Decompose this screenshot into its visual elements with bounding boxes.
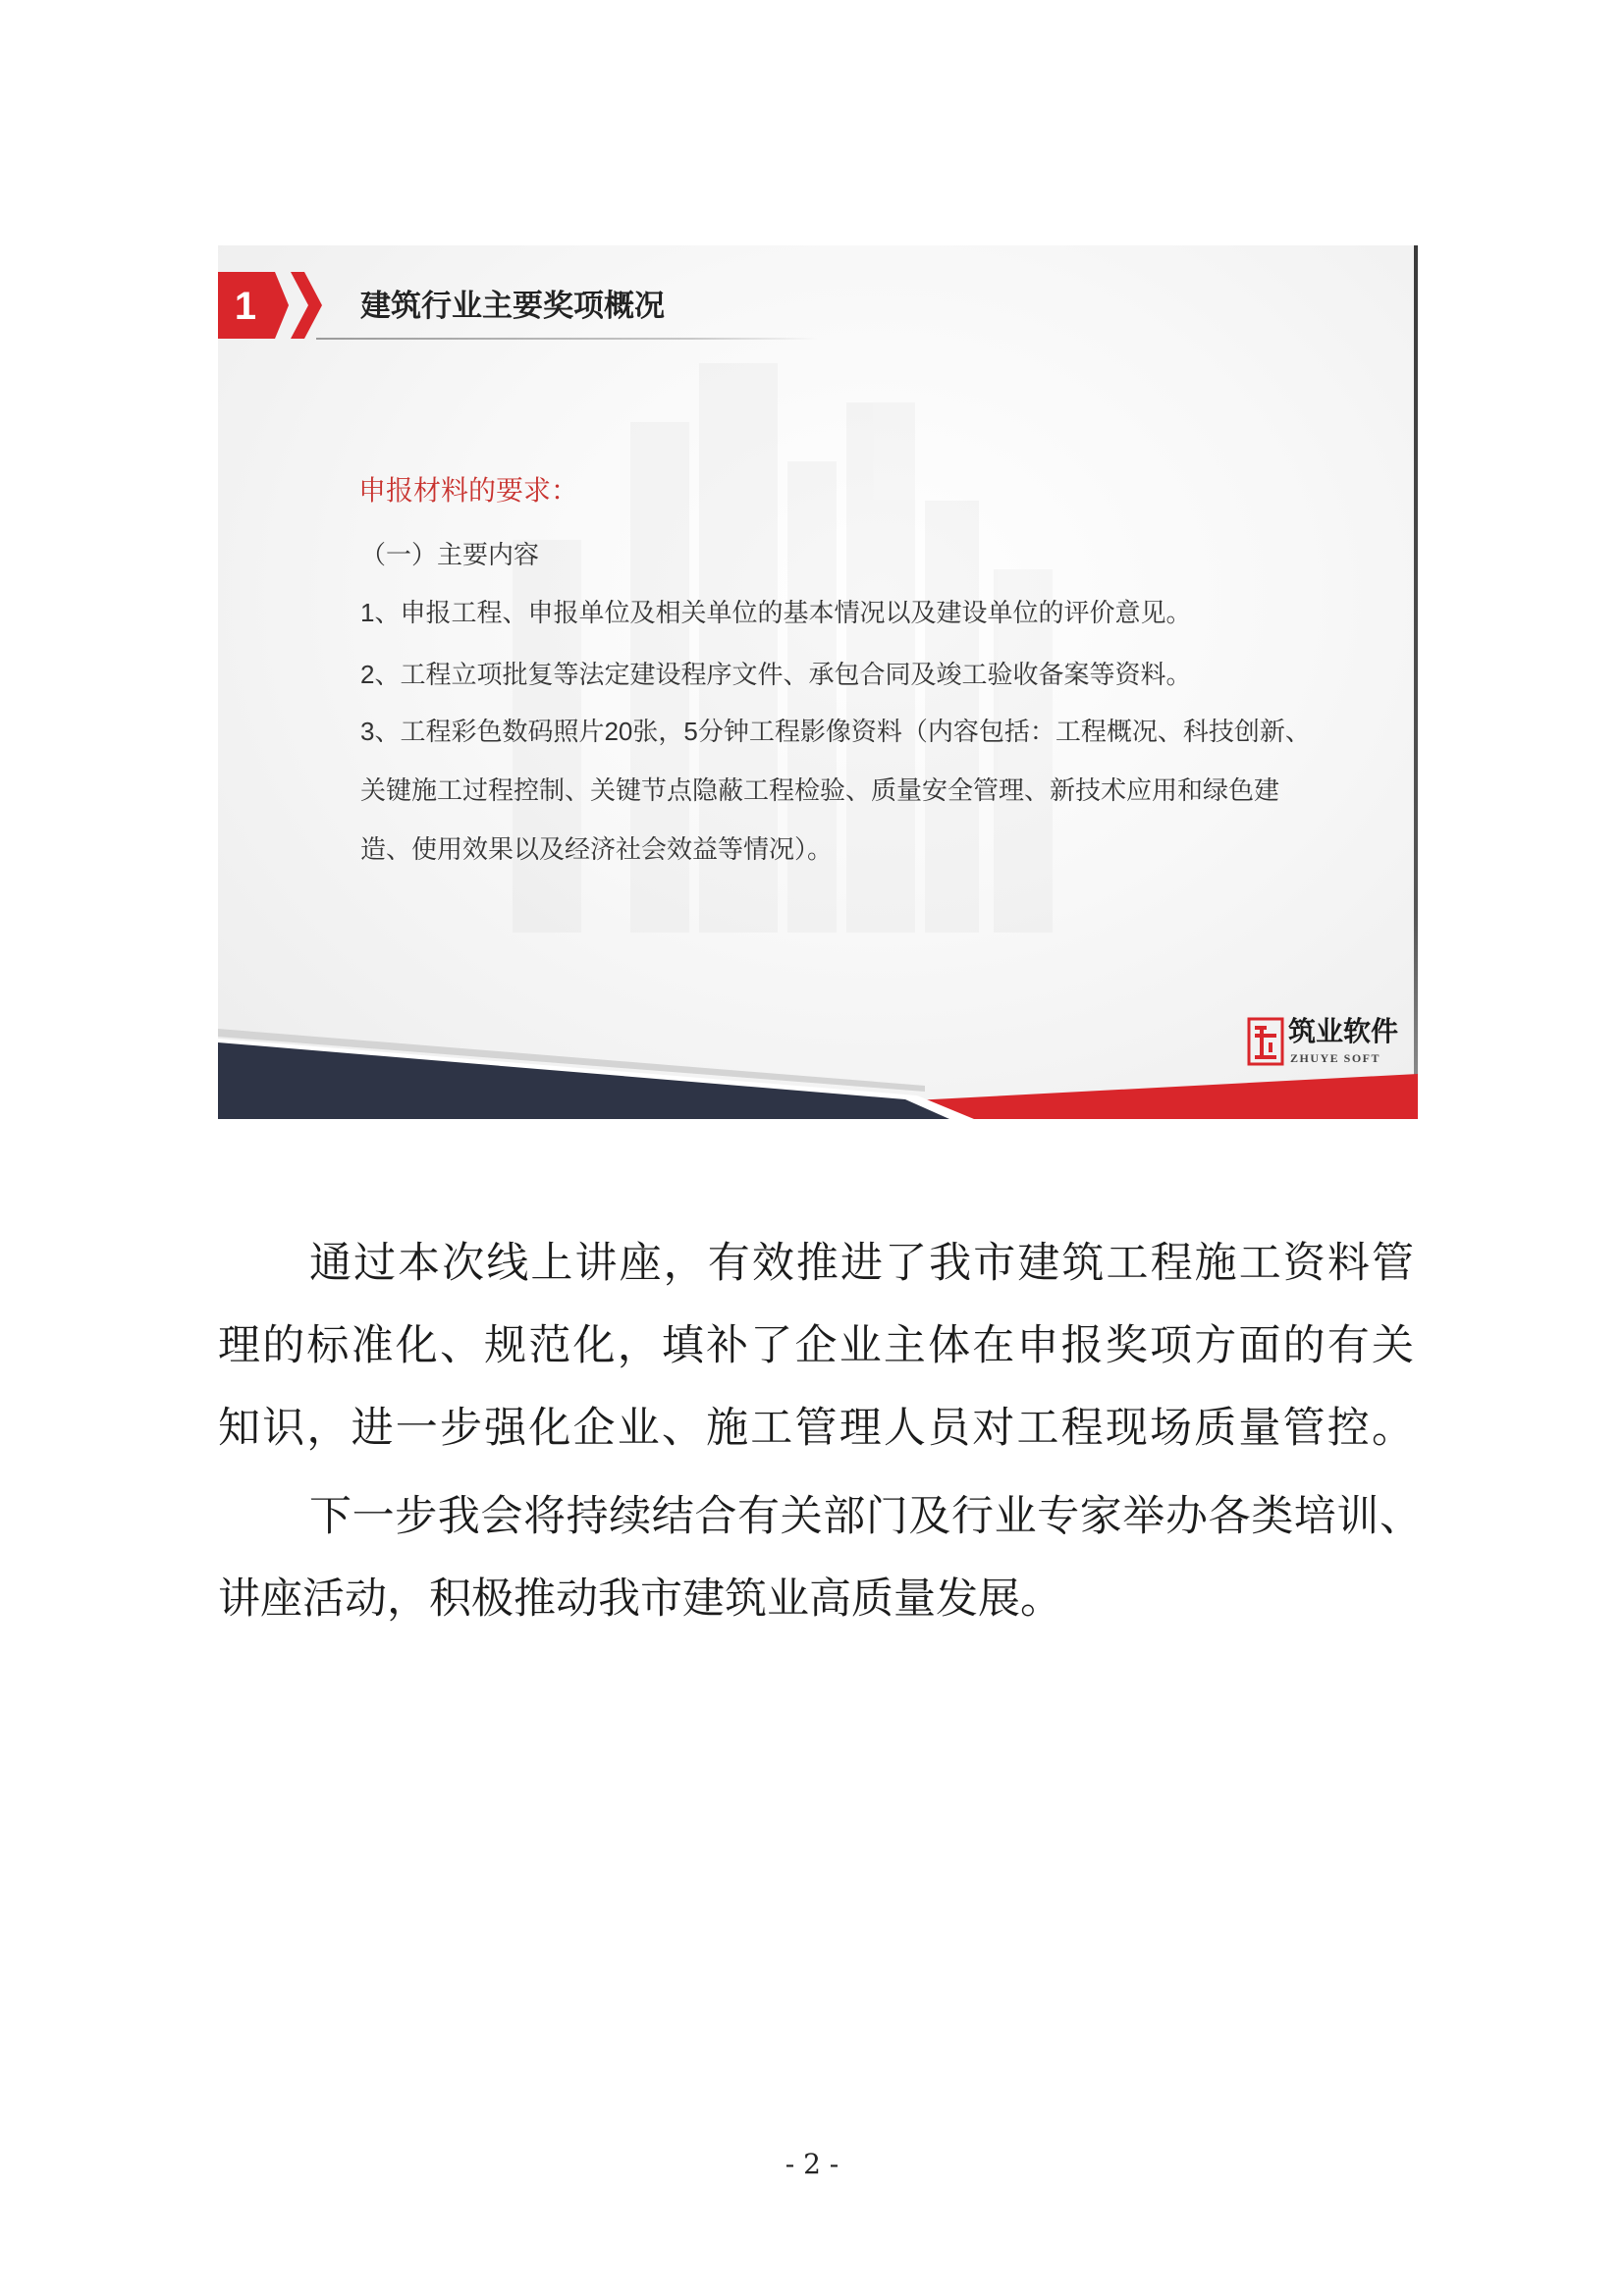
text-line: 理的标准化、规范化，填补了企业主体在申报奖项方面的有关: [218, 1321, 1414, 1370]
logo-subtitle: ZHUYE SOFT: [1290, 1051, 1381, 1065]
chevron-right-icon: [291, 272, 322, 339]
requirement-item: 2、工程立项批复等法定建设程序文件、承包合同及竣工验收备案等资料。: [360, 660, 1192, 689]
slide-title: 建筑行业主要奖项概况: [360, 289, 665, 323]
body-text: [218, 1222, 1422, 1640]
text-line: 通过本次线上讲座，有效推进了我市建筑工程施工资料管: [309, 1239, 1414, 1288]
requirement-item: 关键施工过程控制、关键节点隐蔽工程检验、质量安全管理、新技术应用和绿色建: [360, 775, 1280, 805]
requirements-heading: 申报材料的要求：: [358, 475, 579, 506]
paragraph: [218, 1475, 1422, 1640]
requirement-item: 1、申报工程、申报单位及相关单位的基本情况以及建设单位的评价意见。: [360, 598, 1192, 627]
slide-bottom-bands: [218, 1021, 1418, 1119]
title-underline: [316, 338, 817, 340]
logo-name: 筑业软件: [1288, 1015, 1399, 1047]
section-number: 1: [234, 285, 257, 328]
requirement-item: 造、使用效果以及经济社会效益等情况）。: [360, 834, 834, 864]
requirements-subheading: （一）主要内容: [360, 540, 540, 569]
text-line: 知识，进一步强化企业、施工管理人员对工程现场质量管控。: [218, 1404, 1414, 1453]
section-badge: [218, 272, 322, 339]
slide-image: [218, 245, 1418, 1119]
requirement-item: 3、工程彩色数码照片20张，5分钟工程影像资料（内容包括：工程概况、科技创新、: [360, 717, 1311, 746]
slide-edge-shadow: [1414, 245, 1418, 1080]
paragraph: [218, 1222, 1414, 1469]
text-line: 讲座活动，积极推动我市建筑业高质量发展。: [218, 1575, 1062, 1624]
page-number: - 2 -: [785, 2148, 839, 2180]
text-line: 下一步我会将持续结合有关部门及行业专家举办各类培训、: [309, 1492, 1422, 1541]
